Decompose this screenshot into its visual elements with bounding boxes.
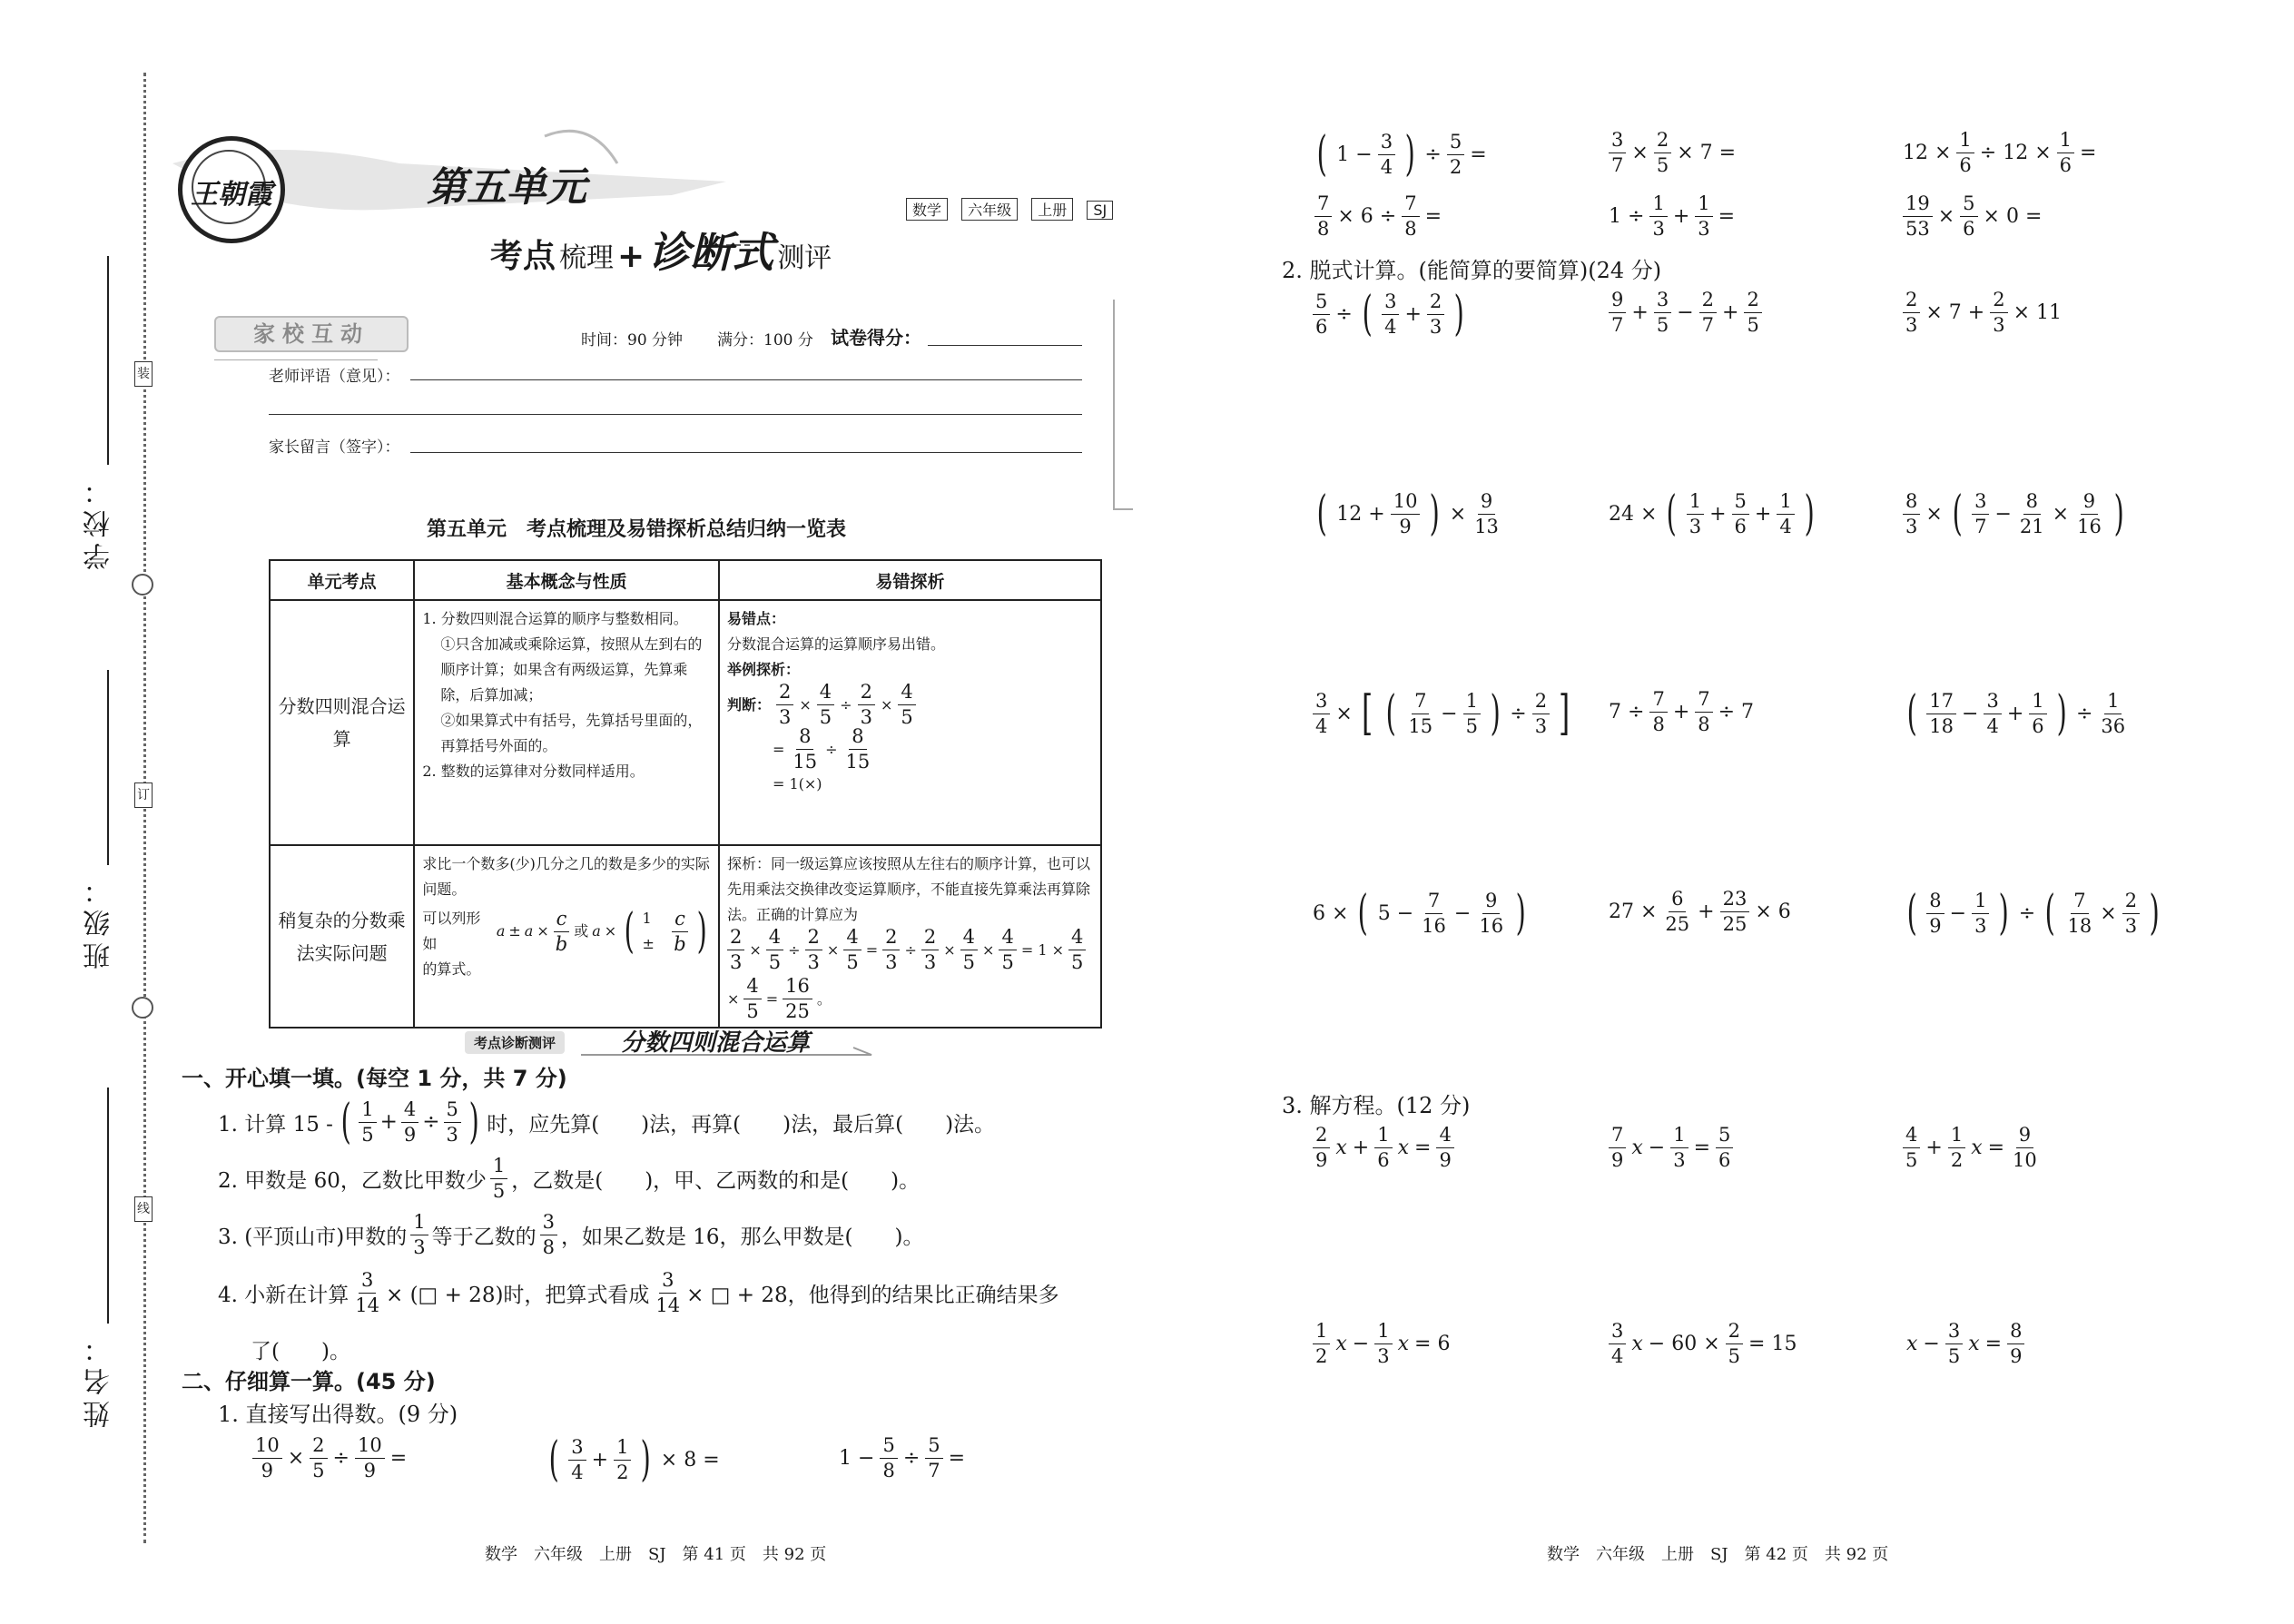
q-text: 等于乙数的 xyxy=(431,1225,537,1249)
footer-left: 数学 六年级 上册 SJ 第 41 页 共 92 页 xyxy=(485,1545,827,1564)
topic-cell: 稍复杂的分数乘法实际问题 xyxy=(270,845,414,1028)
step-calc: 5 6 ÷ ( 3 4 + 2 3 ) xyxy=(1313,290,1469,338)
name-label: 姓名： xyxy=(84,1330,115,1428)
school-label: 学校： xyxy=(84,472,115,570)
col-header-topic: 单元考点 xyxy=(270,560,414,600)
badge-grade: 六年级 xyxy=(961,198,1018,221)
header-bracket xyxy=(1113,300,1133,510)
unit-title: 第五单元 xyxy=(427,164,586,211)
subtitle-d: 测评 xyxy=(777,242,832,274)
bind-tag-ding: 订 xyxy=(134,782,153,808)
q-text: 时，应先算( )法，再算( )法，最后算( )法。 xyxy=(487,1112,996,1137)
part1-q2: 2. 甲数是 60，乙数比甲数少 1 5 ，乙数是( )，甲、乙两数的和是( )。 xyxy=(218,1155,921,1202)
class-field[interactable] xyxy=(107,670,109,865)
step-calc: 7 ÷ 7 8 + 7 8 ÷ 7 xyxy=(1609,688,1755,735)
footer-right: 数学 六年级 上册 SJ 第 42 页 共 92 页 xyxy=(1547,1545,1889,1564)
oral-calc: 19 53 × 5 6 × 0 = xyxy=(1903,194,2042,239)
equation: 2 9 x + 1 6 x = 4 9 xyxy=(1313,1126,1454,1170)
oral-calc: 3 7 × 2 5 × 7 = xyxy=(1609,131,1736,175)
judge-result: = 1(×) xyxy=(772,775,822,792)
part1-q1: 1. 计算 15 - ( 1 5 + 4 9 ÷ 5 3 ) 时，应先算( )法，再算( )法，最后算( )法。 xyxy=(218,1095,996,1149)
col-header-concept: 基本概念与性质 xyxy=(414,560,719,600)
oral-calc: 1 − 5 8 ÷ 5 7 = xyxy=(839,1434,966,1481)
error-label: 易错点： xyxy=(726,610,785,627)
badge-term: 上册 xyxy=(1031,198,1073,221)
step-calc: 6 × ( 5 − 7 16 − 9 16 ) xyxy=(1313,886,1526,940)
badge-subject: 数学 xyxy=(906,198,948,221)
part1-q4-cont: 了( )。 xyxy=(251,1340,350,1363)
subtitle-c: 诊断式 xyxy=(648,228,774,277)
topic-cell: 分数四则混合运算 xyxy=(270,600,414,845)
concept-line: 1. 分数四则混合运算的顺序与整数相同。 xyxy=(422,610,688,627)
subtitle-plus: + xyxy=(617,238,645,275)
concept-line: 2. 整数的运算律对分数同样适用。 xyxy=(422,763,645,780)
step-calc: 8 3 × ( 3 7 − 8 21 × 9 16 ) xyxy=(1903,490,2128,537)
divider xyxy=(214,359,378,360)
concept-line: ②如果算式中有括号，先算括号里面的，再算括号外面的。 xyxy=(440,712,703,754)
step-calc: ( 8 9 − 1 3 ) ÷ ( 7 18 × 2 3 ) xyxy=(1906,886,2160,940)
diag-title: 分数四则混合运算 xyxy=(621,1029,811,1057)
q-text: × (□ + 28)时，把算式看成 xyxy=(386,1284,650,1307)
badge-row xyxy=(906,198,1122,221)
bind-tag-zhuang: 装 xyxy=(134,361,153,387)
equation: 1 2 x − 1 3 x = 6 xyxy=(1313,1322,1450,1366)
score-field[interactable] xyxy=(928,345,1082,346)
page-subtitle xyxy=(490,220,832,280)
part2-heading: 二、仔细算一算。(45 分) xyxy=(182,1369,436,1394)
col-header-analysis: 易错探析 xyxy=(719,560,1101,600)
full-score-label: 满分：100 分 xyxy=(717,331,813,349)
diag-arrow xyxy=(581,1042,890,1060)
concept-cell: 求比一个数多(少)几分之几的数是多少的实际问题。 可以列形如 a ± a × c b 或 a × ( 1 ± c b ) 的算式。 xyxy=(414,845,719,1028)
binding-hole-icon xyxy=(132,574,153,595)
step-calc: ( 17 18 − 3 4 + 1 6 ) ÷ 1 36 xyxy=(1906,686,2126,741)
judge-label: 判断： xyxy=(726,695,771,714)
oral-calc: ( 1 − 3 4 ) ÷ 5 2 = xyxy=(1316,127,1487,182)
bind-tag-xian: 线 xyxy=(134,1196,153,1222)
q-text: 3. (平顶山市)甲数的 xyxy=(218,1225,408,1249)
teacher-comment-line[interactable] xyxy=(269,414,1082,415)
analysis-cell: 易错点： 分数混合运算的运算顺序易出错。 举例探析： 判断： 2 3 × 4 5 ÷ 2 3 × 4 5 = 8 15 ÷ 8 15 = 1(×) xyxy=(719,600,1101,845)
equation: 7 9 x − 1 3 = 5 6 xyxy=(1609,1126,1733,1170)
class-label: 班级： xyxy=(84,871,115,969)
q-text: 4. 小新在计算 xyxy=(218,1284,350,1307)
step-calc: 9 7 + 3 5 − 2 7 + 2 5 xyxy=(1609,290,1762,335)
step-calc: ( 12 + 10 9 ) × 9 13 xyxy=(1316,487,1499,541)
step-calc: 24 × ( 1 3 + 5 6 + 1 4 ) xyxy=(1609,487,1815,541)
concept-text: 可以列形如 xyxy=(422,910,481,952)
q-text: 1. 计算 15 - xyxy=(218,1112,333,1137)
logo-text: 王朝霞 xyxy=(191,179,272,211)
oral-calc: 12 × 1 6 ÷ 12 × 1 6 = xyxy=(1903,129,2097,176)
part1-q4: 4. 小新在计算 $\frac{3}{14}$ × (□ + 28)时，把算式看成 $\frac{3}{14}$ × □ + 28，他得到的结果比正确结果多 xyxy=(218,1269,1059,1316)
q-text: ，乙数是( )，甲、乙两数的和是( )。 xyxy=(511,1169,921,1193)
oral-calc: 1 ÷ 1 3 + 1 3 = xyxy=(1609,192,1736,240)
binding-hole-icon xyxy=(132,997,153,1019)
home-school-badge: 家校互动 xyxy=(214,316,409,352)
q-text: × □ + 28，他得到的结果比正确结果多 xyxy=(686,1284,1059,1307)
part1-q3: 3. (平顶山市)甲数的 1 3 等于乙数的 3 8 ，如果乙数是 16，那么甲数是( )。 xyxy=(218,1211,924,1258)
oral-calc: 7 8 × 6 ÷ 7 8 = xyxy=(1314,194,1442,239)
name-field[interactable] xyxy=(107,1088,109,1324)
step-calc: 2 3 × 7 + 2 3 × 11 xyxy=(1903,290,2062,335)
part2-sub1: 1. 直接写出得数。(9 分) xyxy=(218,1402,458,1427)
example-label: 举例探析： xyxy=(726,661,800,678)
diag-badge: 考点诊断测评 xyxy=(465,1031,565,1054)
equation: x − 3 5 x = 8 9 xyxy=(1906,1322,2024,1366)
school-field[interactable] xyxy=(107,256,109,465)
equation: 4 5 + 1 2 x = 9 10 xyxy=(1903,1126,2040,1170)
analysis-cell: 探析：同一级运算应该按照从左往右的顺序计算，也可以先用乘法交换律改变运算顺序，不能直接先算乘法再算除法。正确的计算应为 2 3 × 4 5 ÷ 2 3 × 4 5 = 2 3 ÷ 2 3 × 4 5 × 4 5 = 1 × 4 5 × 4 5 = 16 25 。 xyxy=(719,845,1101,1028)
step-calc: 3 4 × [ ( 7 15 − 1 5 ) ÷ 2 3 ] xyxy=(1313,690,1573,737)
part2-sub2: 2. 脱式计算。(能简算的要简算)(24 分) xyxy=(1282,258,1662,283)
equation: 3 4 x − 60 × 2 5 = 15 xyxy=(1609,1322,1797,1366)
analysis-text: 探析：同一级运算应该按照从左往右的顺序计算，也可以先用乘法交换律改变运算顺序，不能直接先算乘法再算除法。正确的计算应为 xyxy=(726,855,1090,923)
q-text: 2. 甲数是 60，乙数比甲数少 xyxy=(218,1169,487,1193)
step-calc: 27 × 6 25 + 23 25 × 6 xyxy=(1609,888,1791,935)
concept-text: 的算式。 xyxy=(422,960,481,978)
part1-heading: 一、开心填一填。(每空 1 分，共 7 分) xyxy=(182,1066,567,1091)
summary-table xyxy=(269,559,1102,1029)
oral-calc: 10 9 × 2 5 ÷ 10 9 = xyxy=(252,1436,407,1481)
summary-heading: 第五单元 考点梳理及易错探析总结归纳一览表 xyxy=(427,518,847,541)
parent-message-field[interactable] xyxy=(410,452,1082,453)
binding-dotted-line xyxy=(143,73,146,1543)
badge-edition: SJ xyxy=(1087,201,1113,220)
time-label: 时间：90 分钟 xyxy=(581,331,684,349)
subtitle-a: 考点 xyxy=(490,238,556,275)
logo-seal xyxy=(178,136,285,243)
concept-line: ①只含加减或乘除运算，按照从左到右的顺序计算；如果含有两级运算，先算乘除，后算加减； xyxy=(440,635,703,704)
error-text: 分数混合运算的运算顺序易出错。 xyxy=(726,635,945,653)
teacher-comment-field[interactable] xyxy=(410,379,1082,380)
concept-text: 求比一个数多(少)几分之几的数是多少的实际问题。 xyxy=(422,855,710,898)
concept-cell xyxy=(414,600,719,845)
score-label: 试卷得分： xyxy=(831,327,921,349)
teacher-comment-label: 老师评语（意见）： xyxy=(269,368,400,386)
q-text: ，如果乙数是 16，那么甲数是( )。 xyxy=(560,1225,924,1249)
oral-calc: ( 3 4 + 1 2 ) × 8 = xyxy=(548,1432,720,1487)
parent-message-label: 家长留言（签字）： xyxy=(269,438,400,457)
subtitle-b: 梳理 xyxy=(559,242,615,274)
part2-sub3: 3. 解方程。(12 分) xyxy=(1282,1093,1471,1118)
